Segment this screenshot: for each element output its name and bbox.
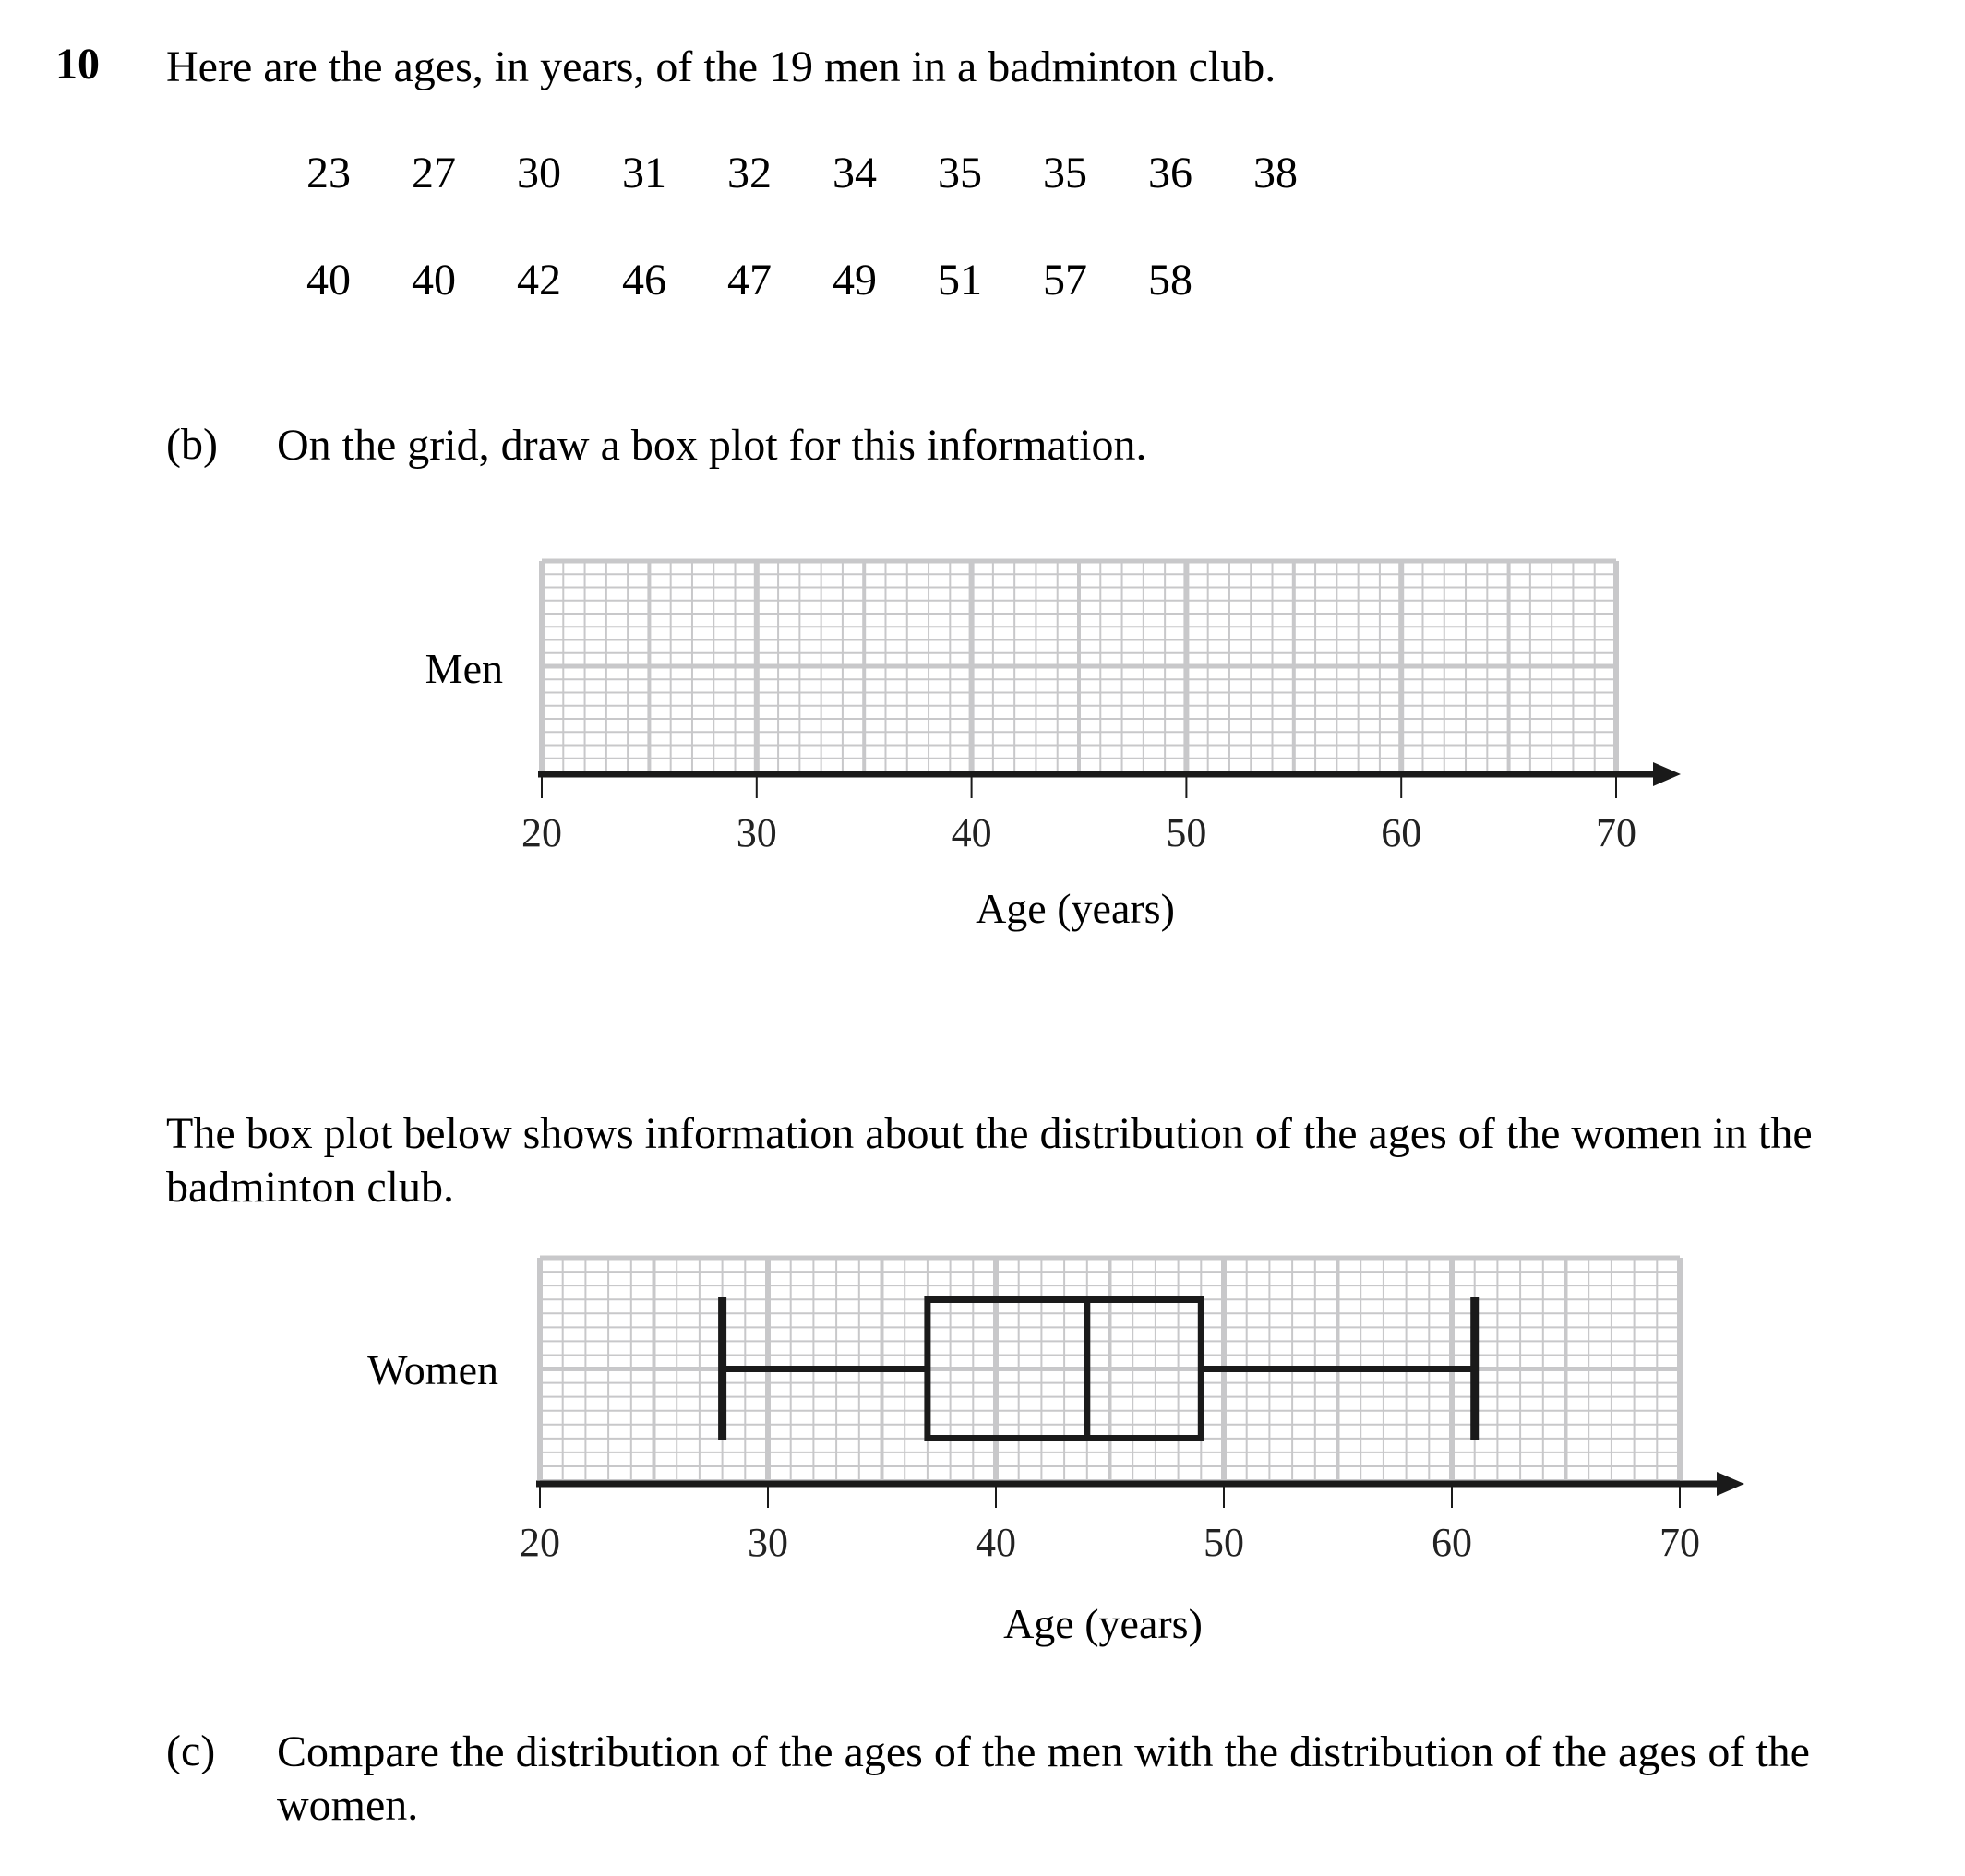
age-value: 38 [1253,149,1298,197]
age-value: 36 [1148,149,1192,197]
age-value: 23 [306,149,351,197]
men-tick-label: 50 [1166,810,1207,855]
age-value: 34 [833,149,877,197]
question-stem: Here are the ages, in years, of the 19 men in a badminton club. [166,42,1276,91]
age-value: 51 [938,256,982,305]
age-value: 49 [833,256,877,305]
women-row-label: Women [367,1346,498,1393]
women-tick-label: 20 [520,1520,560,1565]
age-value: 35 [938,149,982,197]
part-c-text: Compare the distribution of the ages of the men with the distribution of the ages of the women. [277,1727,1810,1830]
men-row-label: Men [425,645,503,692]
age-value: 57 [1043,256,1087,305]
part-c-label: (c) [166,1727,216,1775]
men-tick-label: 30 [736,810,777,855]
women-x-axis-label: Age (years) [1003,1600,1203,1647]
age-value: 32 [727,149,772,197]
age-value: 40 [306,256,351,305]
men-tick-label: 20 [521,810,562,855]
women-intro-text: The box plot below shows information about the distribution of the ages of the women in the badminton club. [166,1109,1813,1212]
women-axis-arrow [1717,1472,1744,1496]
men-x-axis-label: Age (years) [976,885,1175,932]
age-value: 40 [412,256,456,305]
ages-row-2 [306,255,1253,305]
age-value: 42 [517,256,561,305]
women-tick-label: 30 [748,1520,788,1565]
men-tick-label: 60 [1381,810,1422,855]
age-value: 47 [727,256,772,305]
age-value: 46 [622,256,666,305]
age-value: 35 [1043,149,1087,197]
age-value: 58 [1148,256,1192,305]
age-value: 30 [517,149,561,197]
women-tick-label: 50 [1204,1520,1244,1565]
men-axis-arrow [1653,762,1681,786]
age-value: 31 [622,149,666,197]
question-number: 10 [55,40,100,89]
age-value: 27 [412,149,456,197]
men-tick-label: 40 [951,810,992,855]
women-tick-label: 40 [976,1520,1016,1565]
women-iqr-box [928,1300,1201,1439]
part-b-text: On the grid, draw a box plot for this information. [277,421,1147,470]
ages-row-1 [306,148,1359,198]
women-tick-label: 70 [1659,1520,1700,1565]
men-tick-label: 70 [1596,810,1636,855]
women-tick-label: 60 [1432,1520,1472,1565]
part-b-label: (b) [166,420,218,469]
